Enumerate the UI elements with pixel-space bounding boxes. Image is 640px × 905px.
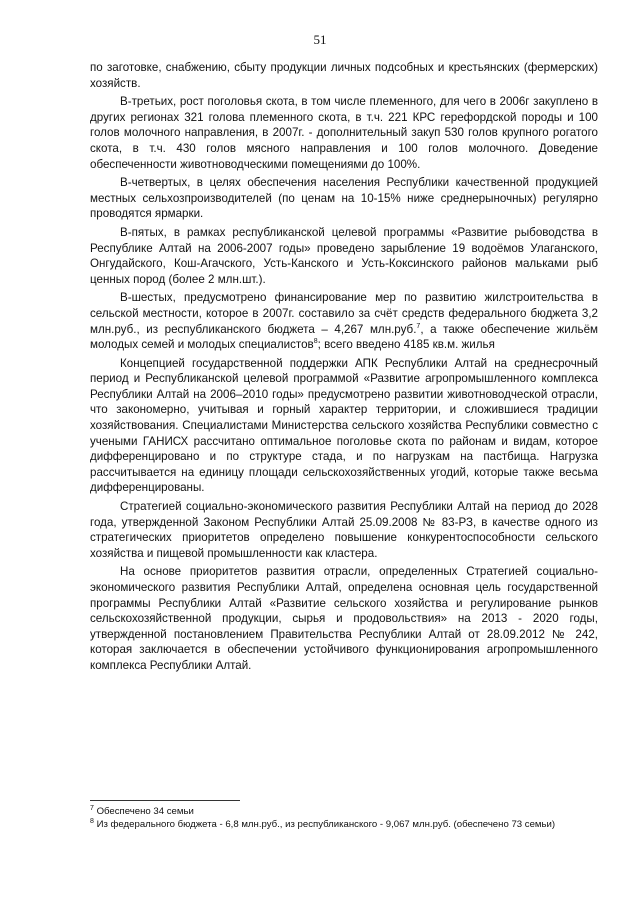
- paragraph-concept: Концепцией государственной поддержки АПК Республики Алтай на среднесрочный период и Республиканской целевой программой «Развитие агропромышленного комплекса Республики Алтай на 2006–2010 годы» предусмотрено развитии животноводческой отрасли, что закономерно, учитывая и горный характер территории, и сложившиеся традиции хозяйствования. Специалистами Министерства сельского хозяйства Республики совместно с учеными ГАНИСХ рассчитано оптимальное поголовье скота по районам и видам, которое дифференцировано и по структуре стада, и по нагрузкам на пастбища. Нагрузка рассчитывается на единицу площади сельскохозяйственных угодий, которые также весьма дифференцированы.: [90, 356, 598, 495]
- paragraph-sixth-part-a: В-шестых, предусмотрено финансирование мер по развитию жилстроительства в сельской местности, которое в 2007г. составило за счёт средств федерального бюджета 3,2 млн.руб., из республиканского бюджета – 4,267 млн.руб.: [90, 291, 598, 336]
- footnote-divider: [90, 800, 240, 801]
- paragraph-program-goal: На основе приоритетов развития отрасли, определенных Стратегией социально-экономического развития Республики Алтай, определена основная цель государственной программы Республики Алтай «Развитие сельского хозяйства и регулирование рынков сельскохозяйственной продукции, сырья и продовольствия» на 2013 - 2020 годы, утвержденной постановлением Правительства Республики Алтай от 28.09.2012 № 242, которая заключается в обеспечении устойчивого функционирования агропромышленного комплекса Республики Алтай.: [90, 565, 598, 672]
- footnote-text: Из федерального бюджета - 6,8 млн.руб., из республиканского - 9,067 млн.руб. (обеспечено 73 семьи): [96, 819, 556, 830]
- footnote-mark: 8: [90, 817, 94, 825]
- body-text: [90, 60, 598, 677]
- footnote-ref-7[interactable]: 7: [416, 322, 421, 330]
- footnote-mark: 7: [90, 804, 94, 812]
- paragraph-fifth: В-пятых, в рамках республиканской целевой программы «Развитие рыбоводства в Республике Алтай на 2006-2007 годы» проведено зарыбление 19 водоёмов Улаганского, Онгудайского, Кош-Агачского, Усть-Канского и Усть-Коксинского районов мальками рыб ценных пород (более 2 млн.шт.).: [90, 225, 598, 286]
- footnote-text: Обеспечено 34 семьи: [96, 806, 194, 817]
- paragraph-strategy: Стратегией социально-экономического развития Республики Алтай на период до 2028 года, утвержденной Законом Республики Алтай 25.09.2008 № 83-РЗ, в качестве одного из стратегических приоритетов определено повышение конкурентоспособности сельского хозяйства и пищевой промышленности как кластера.: [90, 500, 598, 560]
- paragraph-sixth-part-b: , а также обеспечение жильём молодых семей и молодых специалистов: [90, 322, 598, 352]
- paragraph-sixth-part-c: ; всего введено 4185 кв.м. жилья: [317, 338, 495, 352]
- footnotes: [90, 806, 590, 832]
- footnote-ref-8[interactable]: 8: [313, 338, 318, 346]
- paragraph-sixth: [90, 290, 598, 352]
- footnote-8: [90, 819, 590, 831]
- paragraph-continuation: по заготовке, снабжению, сбыту продукции личных подсобных и крестьянских (фермерских) хозяйств.: [90, 61, 598, 90]
- paragraph-third: В-третьих, рост поголовья скота, в том числе племенного, для чего в 2006г закуплено в других регионах 321 голова племенного скота, в т.ч. 221 КРС герефордской породы и 100 голов молочного направления, в 2007г. - дополнительный закуп 530 голов крупного рогатого скота, в т.ч. 430 голов мясного направления и 100 голов молочного. Доведение обеспеченности животноводческими помещениями до 100%.: [90, 95, 598, 171]
- page-number: 51: [313, 32, 327, 47]
- paragraph-fourth: В-четвертых, в целях обеспечения населения Республики качественной продукцией местных сельхозпроизводителей (по ценам на 10-15% ниже среднерыночных) регулярно проводятся ярмарки.: [90, 176, 598, 221]
- footnote-7: [90, 806, 590, 818]
